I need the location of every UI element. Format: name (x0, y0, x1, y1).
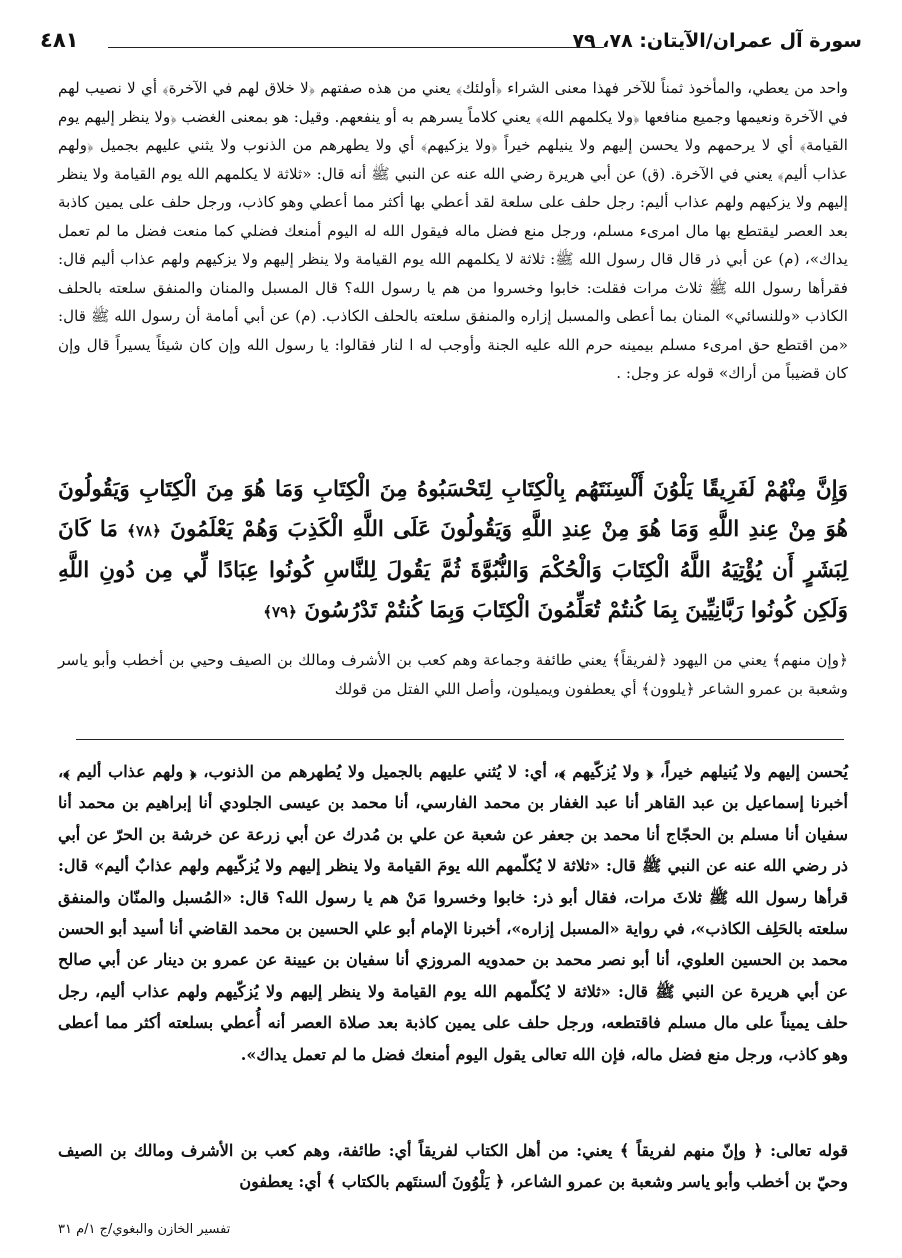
section-divider (76, 739, 844, 740)
header-divider (108, 47, 604, 48)
surah-title: سورة آل عمران/الآيتان: ٧٨، ٧٩ (572, 30, 862, 52)
verse-text-79: مَا كَانَ لِبَشَرٍ أَن يُؤْتِيَهُ اللَّهُ الْكِتَابَ وَالْحُكْمَ وَالنُّبُوَّةَ ثُمَّ يَقُولَ لِلنَّاسِ كُونُوا عِبَادًا لِّي مِن دُونِ اللَّهِ وَلَكِن كُونُوا رَبَّانِيِّينَ بِمَا كُنتُمْ تُعَلِّمُونَ الْكِتَابَ وَبِمَا كُنتُمْ تَدْرُسُونَ (58, 517, 848, 623)
quran-verse (58, 470, 848, 632)
verse-text-78: وَإِنَّ مِنْهُمْ لَفَرِيقًا يَلْوُنَ أَلْسِنَتَهُم بِالْكِتَابِ لِتَحْسَبُوهُ مِنَ الْكِتَابِ وَمَا هُوَ مِنَ الْكِتَابِ وَيَقُولُونَ هُوَ مِنْ عِندِ اللَّهِ وَمَا هُوَ مِنْ عِندِ اللَّهِ وَيَقُولُونَ عَلَى اللَّهِ الْكَذِبَ وَهُمْ يَعْلَمُونَ (58, 477, 848, 542)
footer-book-reference: تفسير الخازن والبغوي/ج ١/م ٣١ (58, 1222, 231, 1237)
page-number: ٤٨١ (40, 28, 79, 52)
commentary-top: واحد من يعطي، والمأخوذ ثمناً للآخر فهذا معنى الشراء ﴿أولئك﴾ يعني من هذه صفتهم ﴿لا خلاق لهم في الآخرة﴾ أي لا نصيب لهم في الآخرة ونعيمها وجميع منافعها ﴿ولا يكلمهم الله﴾ يعني كلاماً يسرهم به أو ينفعهم. وقيل: هو بمعنى الغضب ﴿ولا ينظر إليهم يوم القيامة﴾ أي لا يرحمهم ولا يحسن إليهم ولا ينيلهم خيراً ﴿ولا يزكيهم﴾ أي ولا يطهرهم من الذنوب ولا يثني عليهم بجميل ﴿ولهم عذاب أليم﴾ يعني في الآخرة. (ق) عن أبي هريرة رضي الله عنه عن النبي ﷺ أنه قال: «ثلاثة لا يكلمهم الله يوم القيامة ولا ينظر إليهم ولا يزكيهم ولهم عذاب أليم: رجل حلف على سلعة لقد أعطي بها أكثر مما أعطي وهو كاذب، ورجل حلف على يمين كاذبة بعد العصر ليقتطع بها مال امرىء مسلم، ورجل منع فضل ماله فيقول الله له اليوم أمنعك فضلي كما منعت فضل ما لم تعمل يداك»، (م) عن أبي ذر قال قال رسول الله ﷺ: ثلاثة لا يكلمهم الله يوم القيامة ولا ينظر إليهم ولا يزكيهم ولهم عذاب أليم قال: فقرأها رسول الله ﷺ ثلاث مرات فقلت: خابوا وخسروا من هم يا رسول الله؟ قال المسبل والمنان والمنفق سلعته بالحلف الكاذب «وللنسائي» المنان بما أعطى والمسبل إزاره والمنفق سلعته بالحلف الكاذب. (م) عن أبي أمامة أن رسول الله ﷺ قال: «من اقتطع حق امرىء مسلم بيمينه حرم الله عليه الجنة وأوجب له ا لنار فقالوا: يا رسول الله وإن كان شيئاً يسيراً قال وإن كان قضيباً من أراك» قوله عز وجل: . (58, 79, 848, 382)
lower-commentary-2: قوله تعالى: ﴿ وإنّ منهم لفريقاً ﴾ يعني: من أهل الكتاب لفريقاً أي: طائفة، وهم كعب بن الأشرف ومالك بن الصيف وحيّ بن أخطب وأبو ياسر وشعبة بن عمرو الشاعر، ﴿ يَلْوُونَ ألسنتَهم بالكتاب ﴾ أي: يعطفون (58, 1141, 848, 1191)
ayah-marker-79: ﴿٧٩﴾ (263, 603, 297, 621)
ayah-marker-78: ﴿٧٨﴾ (127, 522, 161, 540)
lower-commentary-1: يُحسن إليهم ولا يُنيلهم خيراً، ﴿ ولا يُزكّيهم ﴾، أي: لا يُثني عليهم بالجميل ولا يُطهرهم من الذنوب، ﴿ ولهم عذاب أليم ﴾، أخبرنا إسماعيل بن عبد القاهر أنا عبد الغفار بن محمد الفارسي، أنا محمد بن عيسى الجلودي أنا إبراهيم بن محمد أنا سفيان أنا مسلم بن الحجّاج أنا محمد بن جعفر عن شعبة عن علي بن مُدرك عن أبي زرعة عن خرشة بن الحرّ عن أبي ذر رضي الله عنه عن النبي ﷺ قال: «ثلاثة لا يُكلّمهم الله يومَ القيامة ولا ينظر إليهم ولا يُزكّيهم ولهم عذابٌ أليم» قال: قرأها رسول الله ﷺ ثلاثَ مرات، فقال أبو ذر: خابوا وخسروا مَنْ هم يا رسول الله؟ قال: «المُسبل والمنّان والمنفق سلعته بالحَلِف الكاذب»، في رواية «المسبل إزاره»، أخبرنا الإمام أبو علي الحسين بن محمد القاضي أنا أسيد أبو الحسن محمد بن الحسين العلوي، أنا أبو نصر محمد بن حمدويه المروزي أنا سفيان بن عيينة عن عمرو بن دينار عن أبي صالح عن أبي هريرة عن النبي ﷺ قال: «ثلاثة لا يُكلّمهم الله يوم القيامة ولا ينظر إليهم ولا يُزكّيهم ولهم عذاب أليم، رجل حلف يميناً على مال مسلم فاقتطعه، ورجل حلف على يمين كاذبة بعد صلاة العصر أنه أُعطي بسلعته أكثر مما أعطى وهو كاذب، ورجل منع فضل ماله، فإن الله تعالى يقول اليوم أمنعك فضل ما لم تعمل يداك». (58, 762, 849, 1064)
page-header (40, 22, 862, 62)
commentary-after-verse: ﴿وإن منهم﴾ يعني من اليهود ﴿لفريقاً﴾ يعني طائفة وجماعة وهم كعب بن الأشرف ومالك بن الصيف وحيي بن أخطب وأبو ياسر وشعبة بن عمرو الشاعر ﴿يلوون﴾ أي يعطفون ويميلون، وأصل اللي الفتل من قولك (58, 651, 848, 698)
